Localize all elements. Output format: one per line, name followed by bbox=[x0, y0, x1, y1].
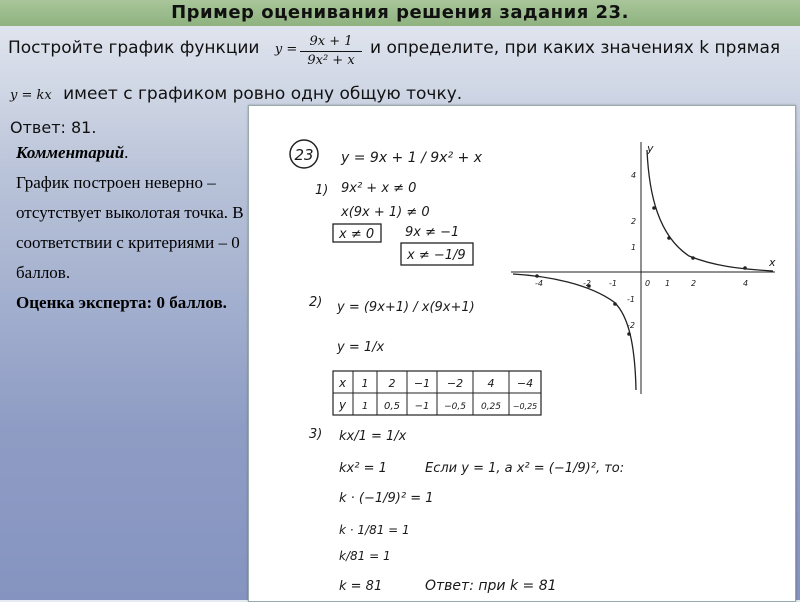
slide-title: Пример оценивания решения задания 23. bbox=[171, 2, 629, 23]
task-frac-numerator: 9x + 1 bbox=[309, 34, 353, 49]
hw-step3-eq3: k · (−1/9)² = 1 bbox=[339, 491, 434, 506]
graph-point bbox=[691, 256, 695, 260]
fraction-bar bbox=[300, 51, 362, 52]
hw-func: y = 9x + 1 / 9x² + x bbox=[341, 150, 482, 166]
graph-tick-y: 2 bbox=[631, 217, 637, 226]
graph-tick-x: 1 bbox=[665, 279, 671, 288]
hw-step3-eq1: kx/1 = 1/x bbox=[339, 429, 407, 444]
hw-step3-eq6: k = 81 bbox=[339, 579, 383, 594]
task-line-1 bbox=[8, 38, 297, 58]
hw-step1-label: 1) bbox=[315, 183, 329, 198]
table-y-cell: −1 bbox=[414, 401, 430, 412]
graph-tick-x: 4 bbox=[743, 279, 749, 288]
table-y-cell: 0,25 bbox=[480, 402, 502, 412]
table-y-cell: 1 bbox=[361, 401, 369, 412]
value-table bbox=[333, 371, 541, 415]
handwritten-solution bbox=[249, 106, 795, 601]
table-y-cell: −0,25 bbox=[512, 402, 538, 411]
scanned-solution bbox=[248, 105, 796, 602]
hand-graph bbox=[511, 142, 776, 394]
graph-tick-y: 1 bbox=[631, 243, 637, 252]
hw-step2-eq2: y = 1/x bbox=[337, 340, 385, 355]
hw-step2-eq1: y = (9x+1) / x(9x+1) bbox=[337, 300, 475, 315]
hw-final-answer: Ответ: при k = 81 bbox=[425, 578, 557, 594]
graph-tick-x: 0 bbox=[645, 279, 651, 288]
task-func-y: y = bbox=[274, 42, 298, 57]
graph-tick-y: 4 bbox=[631, 171, 637, 180]
comment-title-dot: . bbox=[124, 143, 129, 162]
graph-tick-x: -1 bbox=[609, 279, 617, 288]
task-fraction bbox=[298, 34, 364, 69]
hw-step2-label: 2) bbox=[309, 295, 323, 310]
task-line-rest: имеет с графиком ровно одну общую точку. bbox=[63, 84, 463, 104]
graph-branch-positive bbox=[647, 150, 773, 271]
graph-point bbox=[667, 236, 671, 240]
hw-step1-eq1: 9x² + x ≠ 0 bbox=[341, 181, 417, 196]
graph-tick-y: -2 bbox=[627, 321, 635, 330]
hw-step1-box2: x ≠ −1/9 bbox=[407, 248, 466, 263]
graph-axis-y-label: y bbox=[647, 142, 654, 155]
hw-step3-label: 3) bbox=[309, 427, 323, 442]
graph-point bbox=[613, 302, 617, 306]
graph-tick-y: -1 bbox=[627, 295, 635, 304]
table-x-cell: −4 bbox=[516, 377, 534, 390]
table-y-cell: −0,5 bbox=[444, 402, 466, 412]
graph-tick-x: -2 bbox=[583, 279, 591, 288]
hw-step1-eq2: x(9x + 1) ≠ 0 bbox=[341, 205, 430, 220]
table-x-cell: −2 bbox=[446, 377, 464, 390]
table-x-cell: −1 bbox=[413, 377, 431, 390]
answer: Ответ: 81. bbox=[10, 118, 97, 137]
graph-point bbox=[652, 206, 656, 210]
comment-body: График построен неверно – отсутствует выколотая точка. В соответствии с критериями – 0 баллов. bbox=[16, 173, 244, 282]
graph-tick-x: -4 bbox=[535, 279, 543, 288]
hw-step3-eq2: kx² = 1 bbox=[339, 461, 387, 476]
hw-step3-note: Если y = 1, а x² = (−1/9)², то: bbox=[425, 461, 625, 476]
graph-point bbox=[743, 266, 747, 270]
task-text-after: и определите, при каких значениях k прямая bbox=[370, 38, 781, 58]
table-x-cell: 2 bbox=[388, 377, 396, 390]
comment-title: Комментарий bbox=[16, 143, 125, 162]
hw-task-no: 23 bbox=[294, 146, 314, 164]
task-line-eq: y = kx bbox=[10, 88, 52, 103]
table-y-cell: 0,5 bbox=[384, 401, 400, 412]
task-frac-denominator: 9x² + x bbox=[307, 53, 355, 68]
graph-branch-negative bbox=[513, 274, 636, 390]
hw-step3-eq4: k · 1/81 = 1 bbox=[339, 523, 410, 537]
graph-tick-x: 2 bbox=[691, 279, 697, 288]
graph-axis-x-label: x bbox=[769, 256, 776, 269]
task-line-2 bbox=[10, 84, 462, 104]
comment-block bbox=[16, 138, 248, 318]
graph-point bbox=[535, 274, 539, 278]
hw-step1-eq3: 9x ≠ −1 bbox=[405, 225, 460, 240]
expert-score: Оценка эксперта: 0 баллов. bbox=[16, 293, 227, 312]
table-x-cell: 4 bbox=[487, 377, 495, 390]
task-text-before: Постройте график функции bbox=[8, 38, 260, 58]
table-x-cell: 1 bbox=[361, 377, 369, 390]
table-x-label: x bbox=[339, 376, 347, 390]
table-y-label: y bbox=[339, 398, 347, 412]
graph-point bbox=[627, 332, 631, 336]
hw-step1-box1: x ≠ 0 bbox=[339, 227, 375, 242]
hw-step3-eq5: k/81 = 1 bbox=[339, 549, 391, 563]
